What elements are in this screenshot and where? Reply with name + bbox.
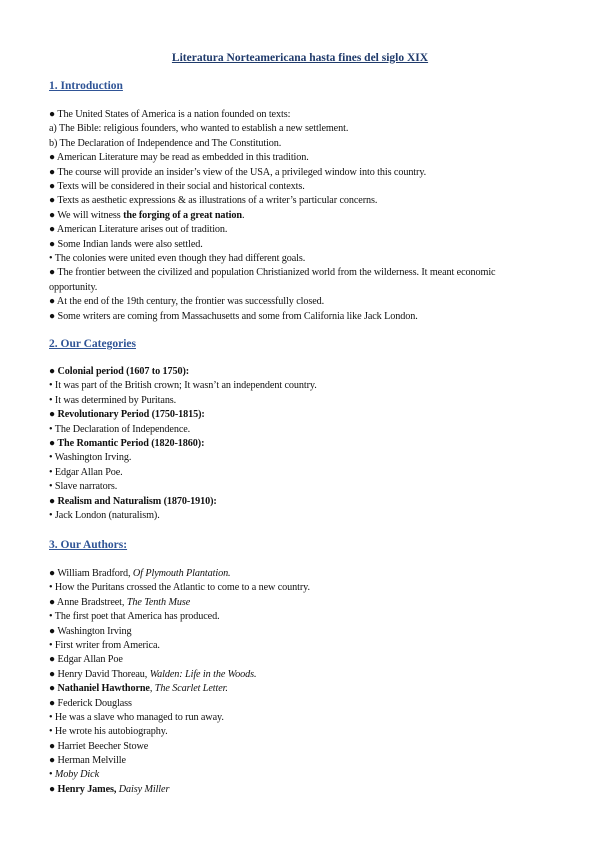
paragraph-line: ● American Literature arises out of tradition. bbox=[49, 224, 228, 236]
list-item: • Slave narrators. bbox=[49, 481, 118, 493]
category-realism: ● Realism and Naturalism (1870-1910): bbox=[49, 495, 217, 507]
forging-suffix: . bbox=[241, 209, 245, 221]
paragraph-line: • The colonies were united even though they had different goals. bbox=[49, 252, 306, 264]
list-item: • First writer from America. bbox=[49, 639, 160, 651]
category-romantic: ● The Romantic Period (1820-1860): bbox=[49, 437, 205, 449]
author-hawthorne bbox=[49, 682, 549, 696]
author-thoreau bbox=[49, 668, 549, 682]
work-title: The Tenth Muse bbox=[126, 596, 191, 608]
author-james bbox=[49, 783, 549, 797]
author-name: ● William Bradford, bbox=[49, 568, 133, 579]
category-revolutionary: ● Revolutionary Period (1750-1815): bbox=[49, 409, 205, 421]
paragraph-line: ● At the end of the 19th century, the frontier was successfully closed. bbox=[49, 296, 325, 308]
work-moby-dick bbox=[49, 768, 549, 782]
list-item: • The Declaration of Independence. bbox=[49, 423, 191, 435]
paragraph-line: ● American Literature may be read as embedded in this tradition. bbox=[49, 152, 309, 164]
author-douglass: ● Federick Douglass bbox=[49, 697, 132, 709]
author-name: ● Anne Bradstreet, bbox=[49, 596, 127, 608]
author-melville: ● Herman Melville bbox=[49, 755, 126, 767]
list-item: • He was a slave who managed to run away. bbox=[49, 711, 224, 723]
forging-prefix: ● We will witness bbox=[49, 209, 124, 221]
paragraph-line: ● Some Indian lands were also settled. bbox=[49, 238, 203, 250]
list-item: • How the Puritans crossed the Atlantic to come to a new country. bbox=[49, 582, 310, 594]
paragraph-line-forging bbox=[49, 209, 549, 223]
categories-body bbox=[49, 365, 549, 523]
paragraph-line: ● Texts will be considered in their social and historical contexts. bbox=[49, 180, 305, 192]
authors-body bbox=[49, 567, 549, 797]
introduction-body bbox=[49, 108, 549, 324]
list-item: • The first poet that America has produced. bbox=[49, 611, 220, 623]
section-heading-authors: 3. Our Authors: bbox=[49, 539, 128, 551]
author-name: Henry James, bbox=[57, 783, 117, 795]
paragraph-line: a) The Bible: religious founders, who wanted to establish a new settlement. bbox=[49, 123, 349, 135]
author-bradford bbox=[49, 567, 549, 581]
paragraph-line: ● Texts as aesthetic expressions & as illustrations of a writer’s particular concerns. bbox=[49, 195, 378, 207]
author-poe: ● Edgar Allan Poe bbox=[49, 654, 123, 666]
list-item: • Washington Irving. bbox=[49, 452, 132, 464]
author-irving: ● Washington Irving bbox=[49, 625, 132, 637]
paragraph-line: b) The Declaration of Independence and The Constitution. bbox=[49, 137, 282, 149]
separator: , bbox=[149, 683, 155, 695]
paragraph-line: ● Some writers are coming from Massachusetts and some from California like Jack London. bbox=[49, 310, 418, 322]
list-item: • It was determined by Puritans. bbox=[49, 394, 177, 406]
bullet: ● bbox=[49, 783, 58, 795]
bullet: ● bbox=[49, 683, 58, 695]
section-heading-categories: 2. Our Categories bbox=[49, 338, 136, 350]
work-title: Of Plymouth Plantation. bbox=[132, 568, 231, 579]
list-item: • Jack London (naturalism). bbox=[49, 509, 160, 521]
list-item: • He wrote his autobiography. bbox=[49, 726, 168, 738]
work-title: Walden: Life in the Woods. bbox=[149, 668, 257, 680]
author-name: ● Henry David Thoreau, bbox=[49, 668, 150, 680]
paragraph-line: ● The course will provide an insider’s view of the USA, a privileged window into this country. bbox=[49, 166, 427, 178]
work-title: The Scarlet Letter. bbox=[154, 683, 228, 695]
paragraph-line: ● The United States of America is a nation founded on texts: bbox=[49, 109, 291, 120]
list-item: • It was part of the British crown; It wasn’t an independent country. bbox=[49, 380, 317, 392]
section-heading-introduction: 1. Introduction bbox=[49, 80, 123, 92]
work-title: Daisy Miller bbox=[116, 783, 170, 795]
author-bradstreet bbox=[49, 596, 549, 610]
forging-bold: the forging of a great nation bbox=[123, 209, 242, 221]
author-stowe: ● Harriet Beecher Stowe bbox=[49, 740, 149, 752]
author-name: Nathaniel Hawthorne bbox=[57, 683, 150, 695]
list-item: • Edgar Allan Poe. bbox=[49, 466, 123, 478]
paragraph-line-frontier: ● The frontier between the civilized and population Christianized world from the wilderness. It meant economic opportunity. bbox=[49, 267, 496, 293]
category-colonial: ● Colonial period (1607 to 1750): bbox=[49, 366, 190, 377]
document-title: Literatura Norteamericana hasta fines del siglo XIX bbox=[171, 52, 429, 64]
bullet: • bbox=[49, 769, 55, 781]
work-title: Moby Dick bbox=[54, 769, 99, 781]
